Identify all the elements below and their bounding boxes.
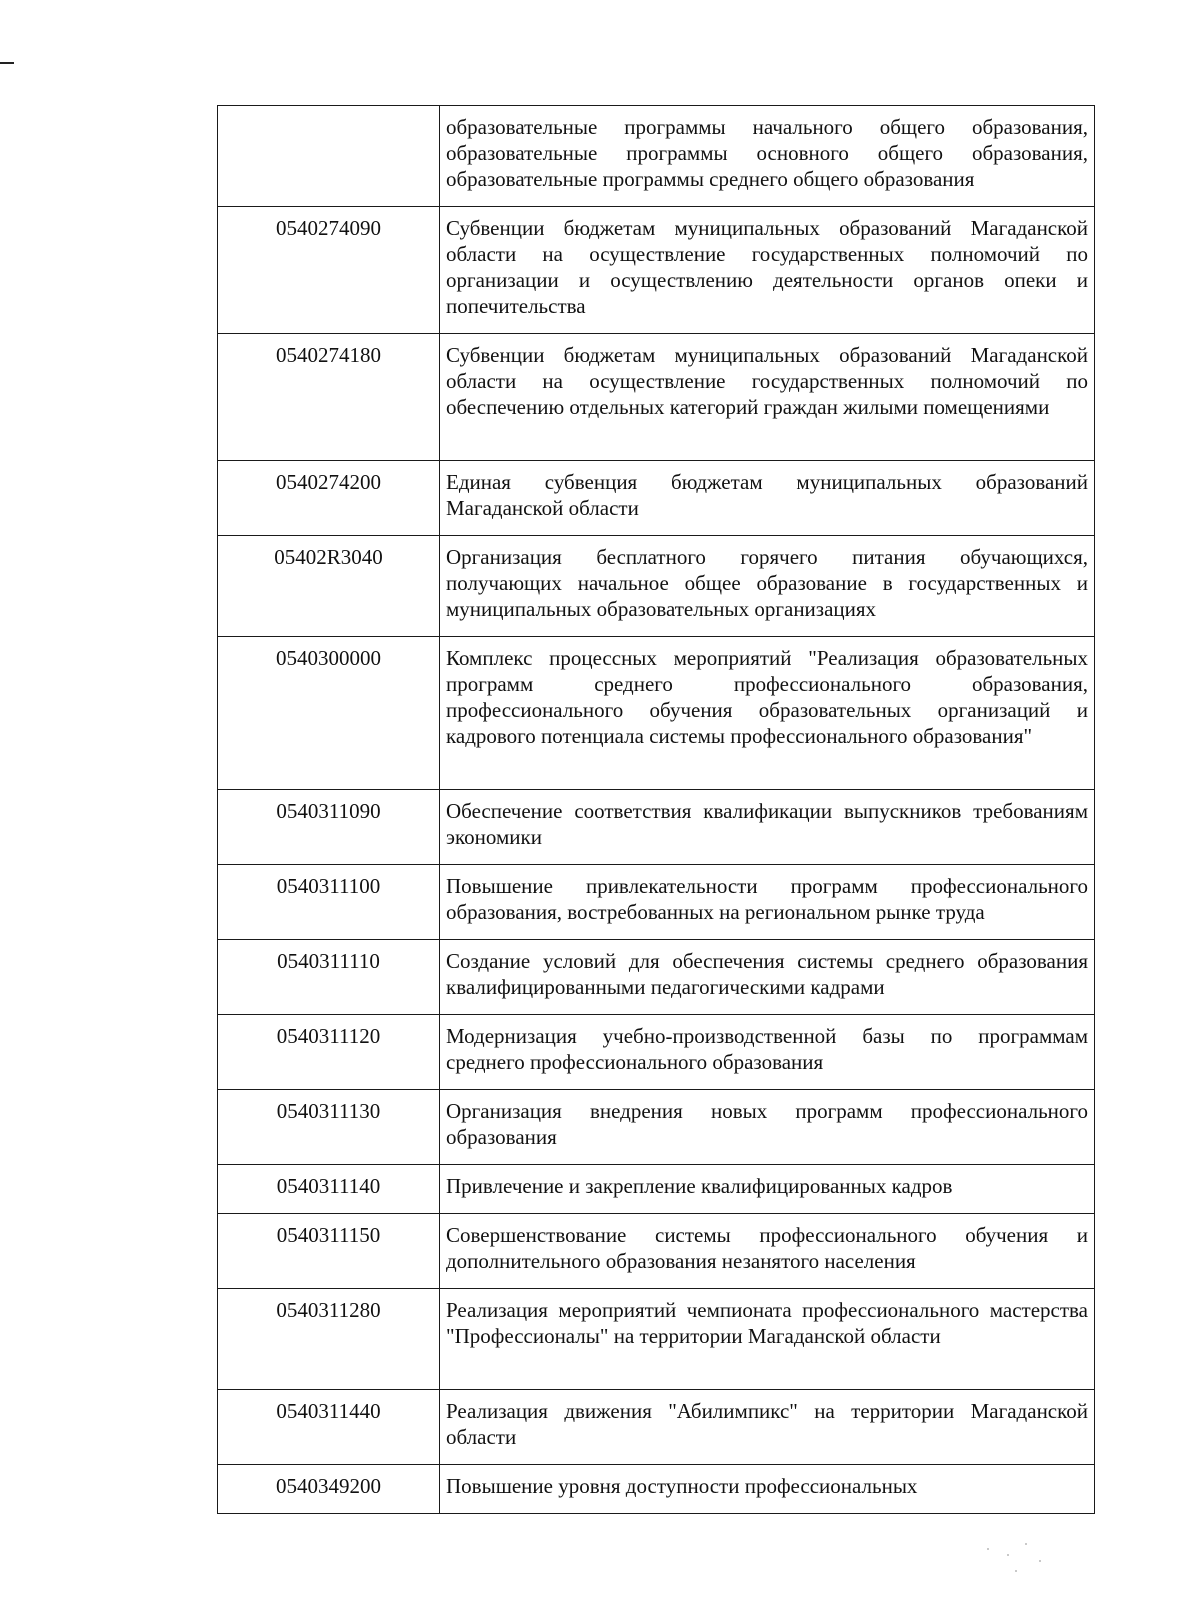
description-cell: Повышение уровня доступности профессиональных (440, 1465, 1095, 1514)
code-cell: 0540300000 (218, 637, 440, 790)
description-cell: Повышение привлекательности программ профессионального образования, востребованных на региональном рынке труда (440, 865, 1095, 940)
budget-classification-table (217, 105, 1095, 1514)
description-cell: Единая субвенция бюджетам муниципальных образований Магаданской области (440, 461, 1095, 536)
code-cell: 0540311100 (218, 865, 440, 940)
code-cell: 0540311110 (218, 940, 440, 1015)
code-cell: 0540274180 (218, 334, 440, 461)
code-cell: 0540311090 (218, 790, 440, 865)
code-cell: 0540311440 (218, 1390, 440, 1465)
table-row (218, 334, 1095, 461)
table-row (218, 637, 1095, 790)
code-cell: 0540311280 (218, 1289, 440, 1390)
table-row (218, 790, 1095, 865)
table-row (218, 461, 1095, 536)
code-cell: 0540274200 (218, 461, 440, 536)
description-cell: Реализация мероприятий чемпионата профессионального мастерства "Профессионалы" на территории Магаданской области (440, 1289, 1095, 1390)
code-cell (218, 106, 440, 207)
code-cell: 0540274090 (218, 207, 440, 334)
description-cell: Привлечение и закрепление квалифицированных кадров (440, 1165, 1095, 1214)
description-cell: Совершенствование системы профессионального обучения и дополнительного образования незанятого населения (440, 1214, 1095, 1289)
table-row (218, 207, 1095, 334)
scan-edge-mark (0, 62, 14, 64)
code-cell: 05402R3040 (218, 536, 440, 637)
description-cell: Организация бесплатного горячего питания обучающихся, получающих начальное общее образование в государственных и муниципальных образовательных организациях (440, 536, 1095, 637)
description-cell: Субвенции бюджетам муниципальных образований Магаданской области на осуществление государственных полномочий по организации и осуществлению деятельности органов опеки и попечительства (440, 207, 1095, 334)
table-row (218, 536, 1095, 637)
table-row (218, 1165, 1095, 1214)
description-cell: Организация внедрения новых программ профессионального образования (440, 1090, 1095, 1165)
description-cell: Комплекс процессных мероприятий "Реализация образовательных программ среднего профессионального образования, профессионального обучения образовательных организаций и кадрового потенциала системы профессионального образования" (440, 637, 1095, 790)
table-row (218, 106, 1095, 207)
description-cell: Модернизация учебно-производственной базы по программам среднего профессионального образования (440, 1015, 1095, 1090)
code-cell: 0540311130 (218, 1090, 440, 1165)
table-row (218, 1390, 1095, 1465)
code-cell: 0540349200 (218, 1465, 440, 1514)
scan-noise (985, 1540, 1065, 1580)
description-cell: Субвенции бюджетам муниципальных образований Магаданской области на осуществление государственных полномочий по обеспечению отдельных категорий граждан жилыми помещениями (440, 334, 1095, 461)
code-cell: 0540311120 (218, 1015, 440, 1090)
table-row (218, 940, 1095, 1015)
table-row (218, 1289, 1095, 1390)
table-row (218, 1214, 1095, 1289)
description-cell: образовательные программы начального общего образования, образовательные программы основного общего образования, образовательные программы среднего общего образования (440, 106, 1095, 207)
code-cell: 0540311140 (218, 1165, 440, 1214)
table-row (218, 865, 1095, 940)
table-row (218, 1090, 1095, 1165)
description-cell: Создание условий для обеспечения системы среднего образования квалифицированными педагогическими кадрами (440, 940, 1095, 1015)
table-row (218, 1465, 1095, 1514)
description-cell: Обеспечение соответствия квалификации выпускников требованиям экономики (440, 790, 1095, 865)
description-cell: Реализация движения "Абилимпикс" на территории Магаданской области (440, 1390, 1095, 1465)
code-cell: 0540311150 (218, 1214, 440, 1289)
table-row (218, 1015, 1095, 1090)
